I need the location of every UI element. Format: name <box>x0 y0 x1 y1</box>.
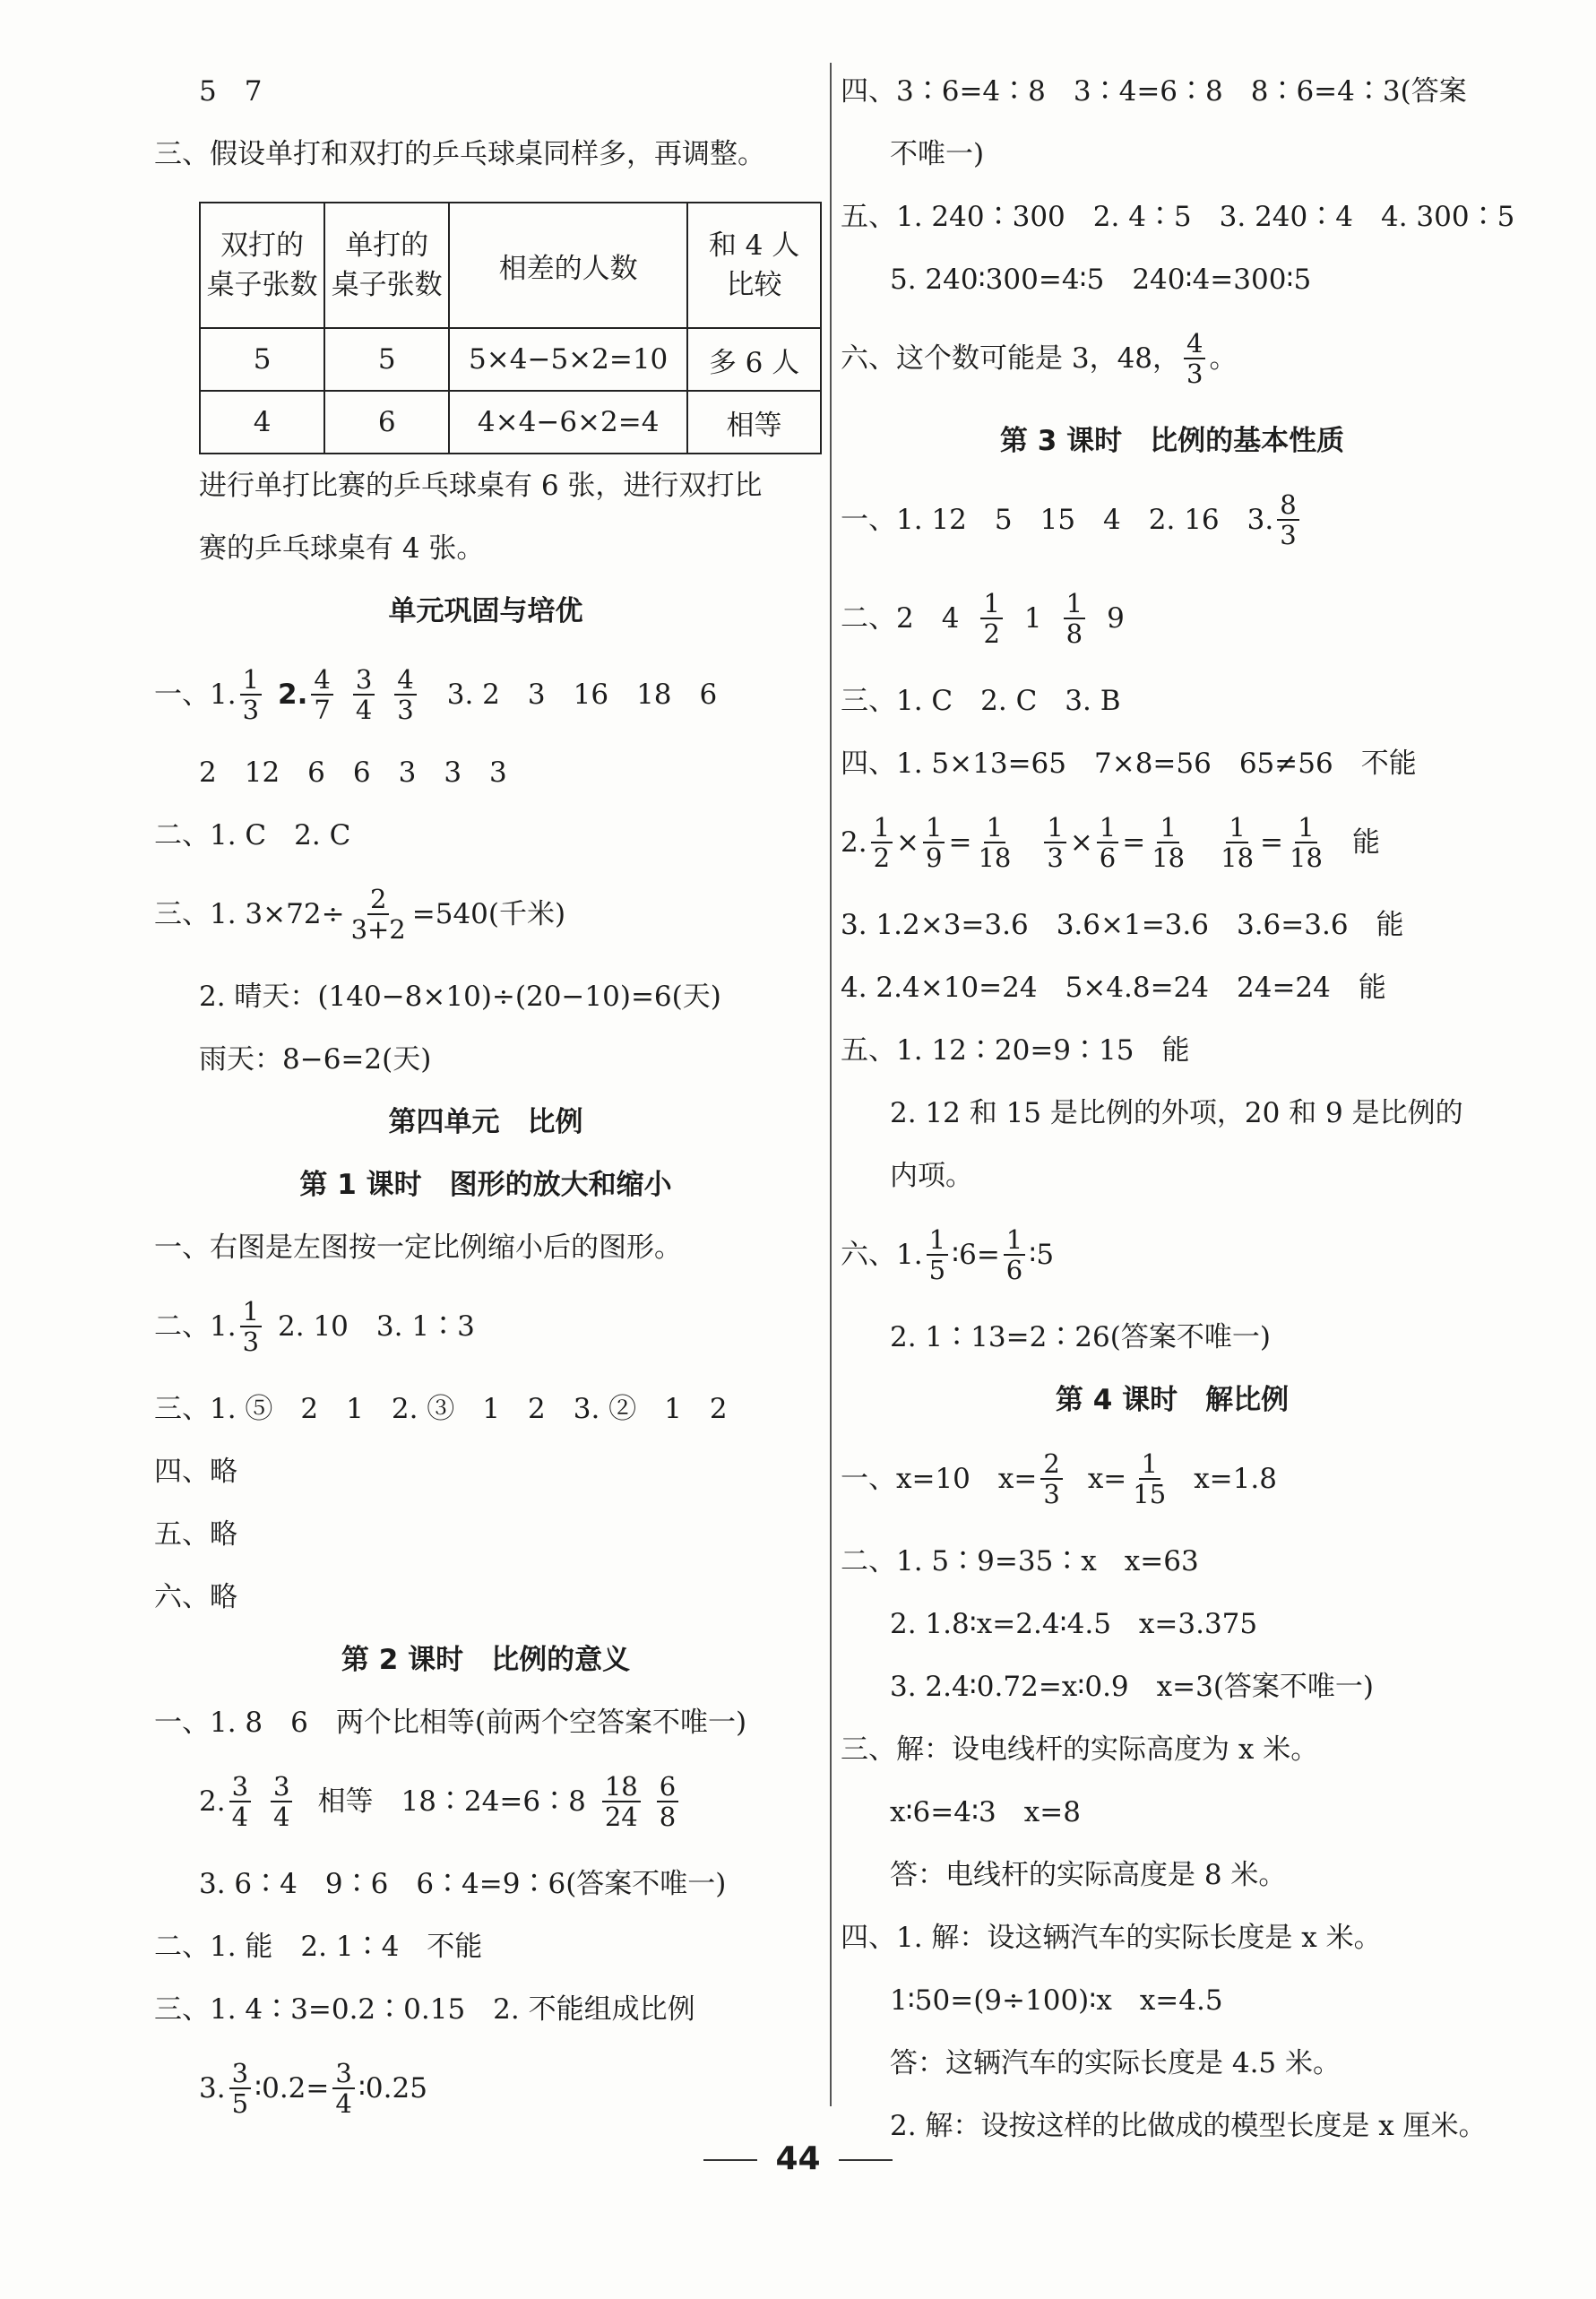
page-footer <box>0 2140 1596 2177</box>
text-line: 2. 晴天：(140−8×10)÷(20−10)=6(天) <box>199 981 721 1013</box>
fraction: $\frac{1}{5}$ <box>927 1225 948 1284</box>
fraction: $\frac{3}{4}$ <box>229 1772 251 1831</box>
table-cell: 4×4−6×2=4 <box>449 391 687 454</box>
text-line: 三、1. 4∶3=0.2∶0.15 2. 不能组成比例 <box>154 1993 695 2026</box>
text-line: 2. 1∶13=2∶26(答案不唯一) <box>890 1321 1271 1353</box>
table-cell: 5×4−5×2=10 <box>449 328 687 391</box>
text-line: 五、略 <box>154 1518 237 1551</box>
fraction: $\frac{1}{3}$ <box>1044 813 1065 872</box>
text-line: 答：电线杆的实际高度是 8 米。 <box>890 1859 1287 1891</box>
table-header: 相差的人数 <box>449 203 687 328</box>
text-line: 六、略 <box>154 1581 237 1613</box>
fraction: $\frac{2}{3+2}$ <box>350 884 406 945</box>
fraction: $\frac{1}{6}$ <box>1097 813 1118 872</box>
fraction: $\frac{1}{9}$ <box>923 813 945 872</box>
fraction: $\frac{1}{3}$ <box>240 665 262 724</box>
text-line: 进行单打比赛的乒乓球桌有 6 张，进行双打比 <box>199 470 763 502</box>
text-line: 2. 12 和 15 是比例的外项，20 和 9 是比例的 <box>890 1097 1463 1129</box>
answer-line: 二、1. $\frac{1}{3}$ 2. 10 3. 1∶3 <box>154 1296 475 1357</box>
answer-line: 2. $\frac{3}{4}$ $\frac{3}{4}$ 相等 18∶24=6∶8 $\frac{18}{24}$ $\frac{6}{8}$ <box>199 1761 682 1842</box>
text-line: 一、1. 8 6 两个比相等(前两个空答案不唯一) <box>154 1707 747 1739</box>
text-line: 二、1. 能 2. 1∶4 不能 <box>154 1931 483 1963</box>
text-line: 3. 6∶4 9∶6 6∶4=9∶6(答案不唯一) <box>199 1868 727 1900</box>
answer-line: 3. $\frac{3}{5}$ ∶0.2= $\frac{3}{4}$ ∶0.25 <box>199 2058 427 2119</box>
answer-line: 六、这个数可能是 3，48， $\frac{4}{3}$ 。 <box>841 328 1238 389</box>
text-line: 四、3∶6=4∶8 3∶4=6∶8 8∶6=4∶3(答案 <box>841 75 1467 108</box>
lesson-title: 第 1 课时 图形的放大和缩小 <box>299 1169 672 1201</box>
page-number: 44 <box>775 2140 821 2177</box>
answer-line: 一、1. $\frac{1}{3}$ 2. $\frac{4}{7}$ $\frac{3}{4}$ $\frac{4}{3}$ 3. 2 3 16 18 6 <box>154 664 718 725</box>
text-line: 2. 1.8∶x=2.4∶4.5 x=3.375 <box>890 1608 1258 1640</box>
text-line: x∶6=4∶3 x=8 <box>890 1796 1081 1828</box>
answer-line: 一、1. 12 5 15 4 2. 16 3. $\frac{8}{3}$ <box>841 480 1303 560</box>
table-cell: 相等 <box>687 391 821 454</box>
table-row <box>200 391 821 454</box>
fraction: $\frac{3}{4}$ <box>332 2059 354 2118</box>
fraction: $\frac{1}{8}$ <box>1064 589 1085 648</box>
text-line: 答：这辆汽车的实际长度是 4.5 米。 <box>890 2047 1342 2079</box>
fraction: $\frac{1}{18}$ <box>978 812 1012 873</box>
text-line: 内项。 <box>890 1160 973 1192</box>
answer-line: 三、1. 3×72÷ $\frac{2}{3+2}$ =540(千米) <box>154 884 566 945</box>
table-row <box>200 328 821 391</box>
fraction: $\frac{4}{3}$ <box>394 665 416 724</box>
fraction: $\frac{18}{24}$ <box>602 1772 641 1831</box>
answer-line: 2. $\frac{1}{2}$ × $\frac{1}{9}$ = $\frac{1}{18}$ $\frac{1}{3}$ × $\frac{1}{6}$ = $\frac{1}{18}$ $\frac{1}{18}$ = $\frac{1}{18}$ 能 <box>841 812 1380 873</box>
text-line: 三、假设单打和双打的乒乓球桌同样多，再调整。 <box>154 138 765 170</box>
fraction: $\frac{6}{8}$ <box>657 1772 678 1831</box>
table-cell: 6 <box>324 391 449 454</box>
fraction: $\frac{3}{4}$ <box>271 1772 292 1831</box>
text-line: 不唯一) <box>890 138 985 170</box>
text-line: 四、1. 解：设这辆汽车的实际长度是 x 米。 <box>841 1922 1382 1954</box>
text-line: 3. 2.4∶0.72=x∶0.9 x=3(答案不唯一) <box>890 1671 1375 1703</box>
fraction: $\frac{3}{5}$ <box>229 2059 251 2118</box>
text-line: 三、1. ⑤ 2 1 2. ③ 1 2 3. ② 1 2 <box>154 1393 728 1425</box>
text-line: 3. 1.2×3=3.6 3.6×1=3.6 3.6=3.6 能 <box>841 909 1404 941</box>
lesson-title: 第 4 课时 解比例 <box>1055 1384 1290 1416</box>
fraction: $\frac{4}{3}$ <box>1184 329 1205 388</box>
fraction: $\frac{1}{15}$ <box>1133 1448 1167 1509</box>
text-line: 2 12 6 6 3 3 3 <box>199 756 507 789</box>
fraction: $\frac{1}{18}$ <box>1221 812 1255 873</box>
answer-table <box>199 202 822 454</box>
text-line: 五、1. 12∶20=9∶15 能 <box>841 1034 1190 1067</box>
table-cell: 5 <box>200 328 324 391</box>
fraction: $\frac{3}{4}$ <box>353 665 375 724</box>
table-header: 单打的 桌子张数 <box>324 203 449 328</box>
text-line: 5 7 <box>199 75 263 108</box>
text-line: 赛的乒乓球桌有 4 张。 <box>199 532 485 565</box>
fraction: $\frac{1}{2}$ <box>871 813 893 872</box>
text-line: 四、1. 5×13=65 7×8=56 65≠56 不能 <box>841 748 1417 780</box>
text-line: 二、1. C 2. C <box>154 819 351 851</box>
table-cell: 多 6 人 <box>687 328 821 391</box>
text-line: 四、略 <box>154 1456 237 1488</box>
column-divider <box>830 63 832 2106</box>
text-line: 5. 240∶300=4∶5 240∶4=300∶5 <box>890 264 1312 296</box>
table-cell: 5 <box>324 328 449 391</box>
fraction: $\frac{2}{3}$ <box>1040 1449 1062 1508</box>
text-line: 1∶50=(9÷100)∶x x=4.5 <box>890 1984 1223 2017</box>
text-line: 雨天：8−6=2(天) <box>199 1043 432 1076</box>
chapter-title: 第四单元 比例 <box>388 1106 583 1138</box>
footer-dash-right <box>839 2159 893 2161</box>
answer-line: 二、2 4 $\frac{1}{2}$ 1 $\frac{1}{8}$ 9 <box>841 588 1125 649</box>
table-header: 双打的 桌子张数 <box>200 203 324 328</box>
lesson-title: 第 2 课时 比例的意义 <box>341 1644 631 1676</box>
text-line: 2. 解：设按这样的比做成的模型长度是 x 厘米。 <box>890 2110 1487 2142</box>
answer-line: 一、x=10 x= $\frac{2}{3}$ x= $\frac{1}{15}$ x=1.8 <box>841 1448 1277 1509</box>
text-line: 二、1. 5∶9=35∶x x=63 <box>841 1545 1199 1577</box>
text-line: 三、解：设电线杆的实际高度为 x 米。 <box>841 1733 1319 1766</box>
text-line: 五、1. 240∶300 2. 4∶5 3. 240∶4 4. 300∶5 <box>841 201 1515 233</box>
lesson-title: 第 3 课时 比例的基本性质 <box>999 425 1345 457</box>
fraction: $\frac{1}{18}$ <box>1152 812 1186 873</box>
text-line: 三、1. C 2. C 3. B <box>841 685 1121 717</box>
section-title: 单元巩固与培优 <box>388 595 583 627</box>
fraction: $\frac{1}{3}$ <box>240 1297 262 1356</box>
text-line: 4. 2.4×10=24 5×4.8=24 24=24 能 <box>841 972 1386 1004</box>
table-header: 和 4 人 比较 <box>687 203 821 328</box>
answer-line: 六、1. $\frac{1}{5}$ ∶6= $\frac{1}{6}$ ∶5 <box>841 1224 1055 1285</box>
footer-dash-left <box>703 2159 757 2161</box>
fraction: $\frac{1}{18}$ <box>1290 812 1323 873</box>
fraction: $\frac{1}{6}$ <box>1004 1225 1025 1284</box>
fraction: $\frac{1}{2}$ <box>980 589 1002 648</box>
fraction: $\frac{8}{3}$ <box>1277 490 1298 549</box>
text-line: 一、右图是左图按一定比例缩小后的图形。 <box>154 1232 682 1264</box>
fraction: $\frac{4}{7}$ <box>311 665 332 724</box>
table-cell: 4 <box>200 391 324 454</box>
